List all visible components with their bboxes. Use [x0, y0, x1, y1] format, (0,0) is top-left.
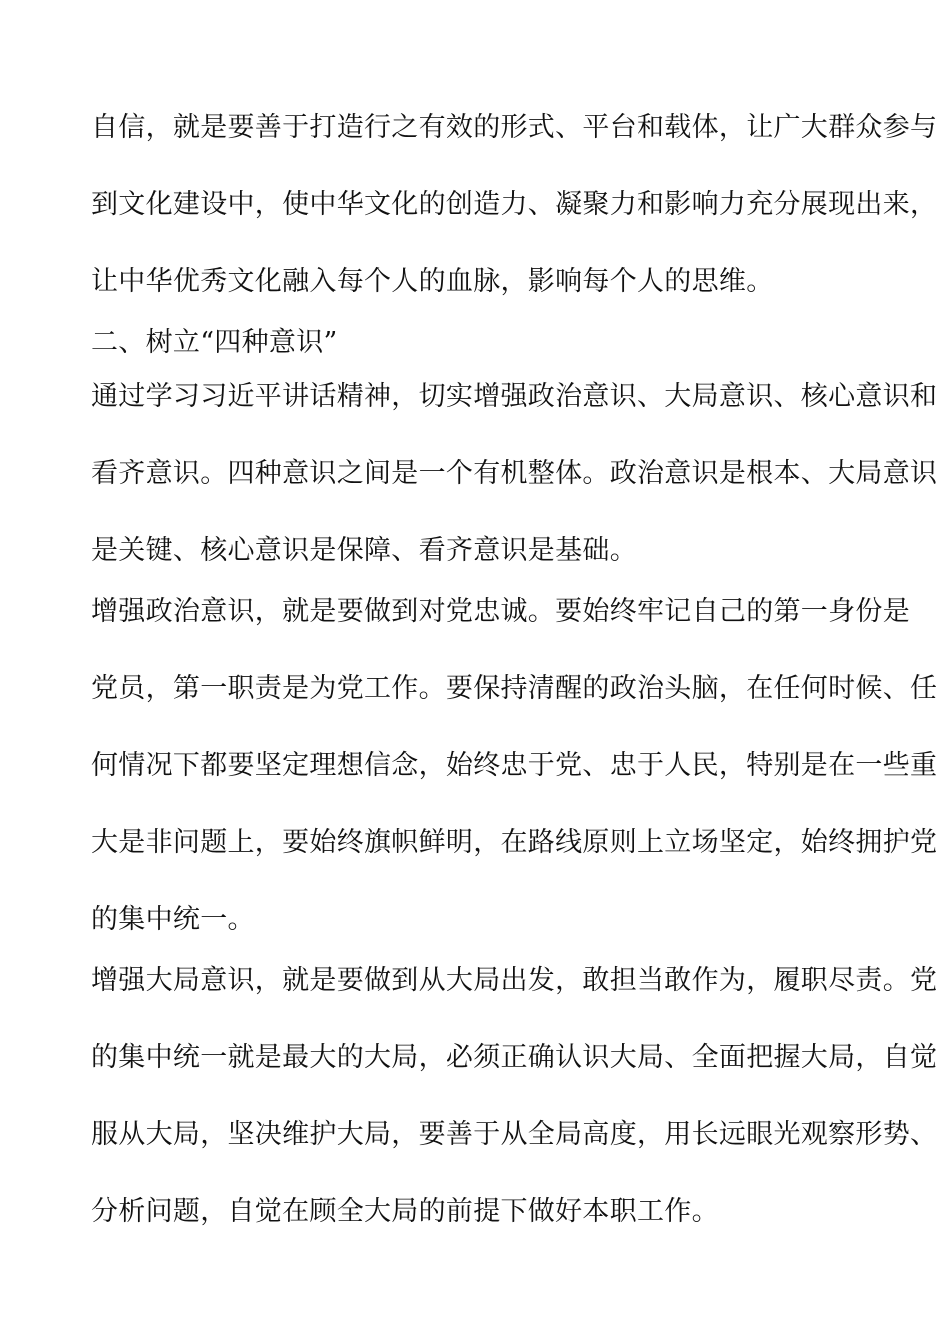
- text-line: 大是非问题上，要始终旗帜鲜明，在路线原则上立场坚定，始终拥护党: [91, 827, 938, 858]
- heading-text: 二、树立“四种意识”: [91, 327, 338, 358]
- paragraph-four-consciousness: [91, 369, 938, 584]
- text-line: 到文化建设中，使中华文化的创造力、凝聚力和影响力充分展现出来，: [91, 189, 938, 220]
- text-line: 是关键、核心意识是保障、看齐意识是基础。: [91, 535, 637, 566]
- text-line: 何情况下都要坚定理想信念，始终忠于党、忠于人民，特别是在一些重: [91, 750, 938, 781]
- document-body: [91, 100, 938, 1245]
- text-line: 增强政治意识，就是要做到对党忠诚。要始终牢记自己的第一身份是: [91, 596, 910, 627]
- text-line: 让中华优秀文化融入每个人的血脉，影响每个人的思维。: [91, 266, 774, 297]
- text-line: 服从大局，坚决维护大局，要善于从全局高度，用长远眼光观察形势、: [91, 1119, 938, 1150]
- text-line: 看齐意识。四种意识之间是一个有机整体。政治意识是根本、大局意识: [91, 458, 938, 489]
- paragraph-overall-consciousness: [91, 953, 938, 1245]
- text-line: 自信，就是要善于打造行之有效的形式、平台和载体，让广大群众参与: [91, 112, 938, 143]
- text-line: 党员，第一职责是为党工作。要保持清醒的政治头脑，在任何时候、任: [91, 673, 938, 704]
- section-heading: [91, 315, 861, 369]
- text-line: 通过学习习近平讲话精神，切实增强政治意识、大局意识、核心意识和: [91, 381, 938, 412]
- text-line: 增强大局意识，就是要做到从大局出发，敢担当敢作为，履职尽责。党: [91, 965, 938, 996]
- text-line: 的集中统一。: [91, 904, 255, 935]
- paragraph-political-consciousness: [91, 584, 938, 953]
- text-line: 分析问题，自觉在顾全大局的前提下做好本职工作。: [91, 1196, 719, 1227]
- text-line: 的集中统一就是最大的大局，必须正确认识大局、全面把握大局，自觉: [91, 1042, 938, 1073]
- paragraph-cultural-confidence: [91, 100, 938, 315]
